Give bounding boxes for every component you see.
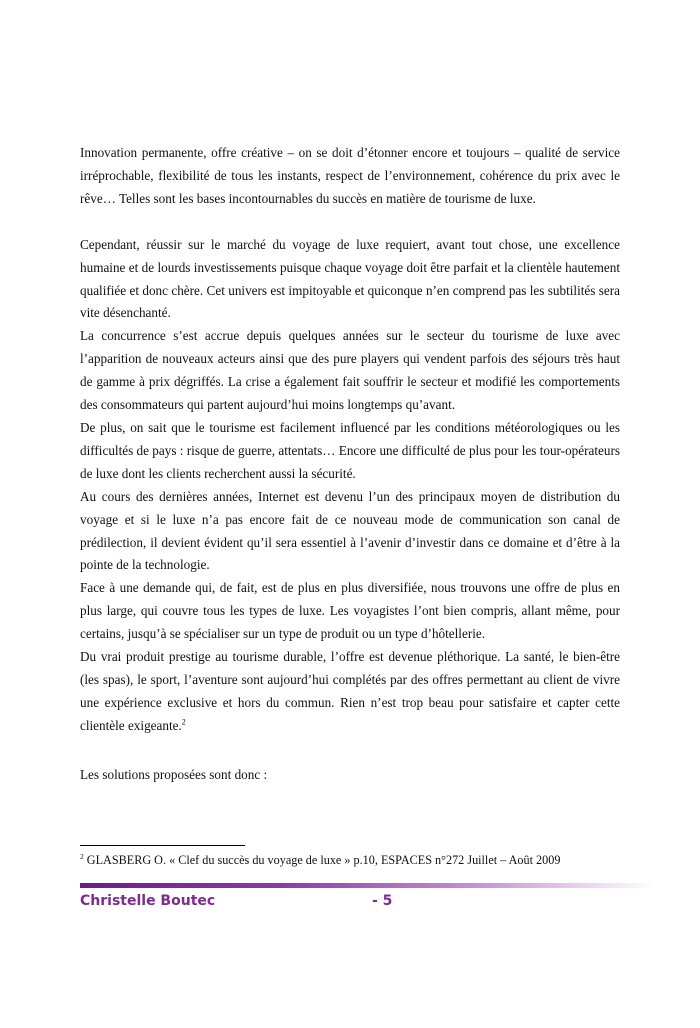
- footnote-text: GLASBERG O. « Clef du succès du voyage de luxe » p.10, ESPACES n°272 Juillet – Août 2009: [83, 853, 561, 867]
- paragraph-spacer: [80, 211, 620, 234]
- paragraph-5: Au cours des dernières années, Internet est devenu l’un des principaux moyen de distribution du voyage et si le luxe n’a pas encore fait de ce nouveau mode de communication son canal de prédilection, il devient évident qu’il sera essentiel à l’avenir d’investir dans ce domaine et d’être à la pointe de la technologie.: [80, 488, 620, 573]
- paragraph-6: Face à une demande qui, de fait, est de plus en plus diversifiée, nous trouvons une offre de plus en plus large, qui couvre tous les types de luxe. Les voyagistes l’ont bien compris, allant même, pour certains, jusqu’à se spécialiser sur un type de produit ou un type d’hôtellerie.: [80, 580, 620, 642]
- paragraph-4: De plus, on sait que le tourisme est facilement influencé par les conditions météorologiques ou les difficultés de pays : risque de guerre, attentats… Encore une difficulté de plus pour les tour-opérateurs de luxe dont les clients recherchent aussi la sécurité.: [80, 419, 620, 481]
- footnote: [80, 852, 640, 868]
- paragraph-2: Cependant, réussir sur le marché du voyage de luxe requiert, avant tout chose, une excellence humaine et de lourds investissements puisque chaque voyage doit être parfait et la clientèle hautement qualifiée et donc chère. Cet univers est impitoyable et quiconque n’en comprend pas les subtilités sera vite désenchanté.: [80, 236, 620, 321]
- paragraph-7-text: Du vrai produit prestige au tourisme durable, l’offre est devenue pléthorique. La santé, le bien-être (les spas), le sport, l’aventure sont aujourd’hui complétés par des offres permettant au client de vivre une expérience exclusive et hors du commun. Rien n’est trop beau pour satisfaire et capter cette clientèle exigeante.: [80, 649, 620, 733]
- paragraph-3: La concurrence s’est accrue depuis quelques années sur le secteur du tourisme de luxe avec l’apparition de nouveaux acteurs ainsi que des pure players qui vendent parfois des séjours très haut de gamme à prix dégriffés. La crise a également fait souffrir le secteur et modifié les comportements des consommateurs qui partent aujourd’hui moins longtemps qu’avant.: [80, 328, 620, 413]
- footnote-reference[interactable]: 2: [181, 717, 186, 727]
- paragraph-7: [80, 646, 620, 738]
- paragraph-8: Les solutions proposées sont donc :: [80, 766, 268, 782]
- footer-author: Christelle Boutec: [80, 893, 216, 909]
- paragraph-1: Innovation permanente, offre créative – on se doit d’étonner encore et toujours – qualité de service irréprochable, flexibilité de tous les instants, respect de l’environnement, cohérence du prix avec le rêve… Telles sont les bases incontournables du succès en matière de tourisme de luxe.: [80, 145, 620, 206]
- footnote-divider: [80, 845, 245, 846]
- paragraph-spacer: [80, 738, 620, 764]
- footnote-number: 2: [80, 851, 84, 861]
- body-text: [80, 142, 620, 787]
- footer-accent-bar: [80, 883, 655, 888]
- footer-page-number: - 5: [372, 893, 393, 909]
